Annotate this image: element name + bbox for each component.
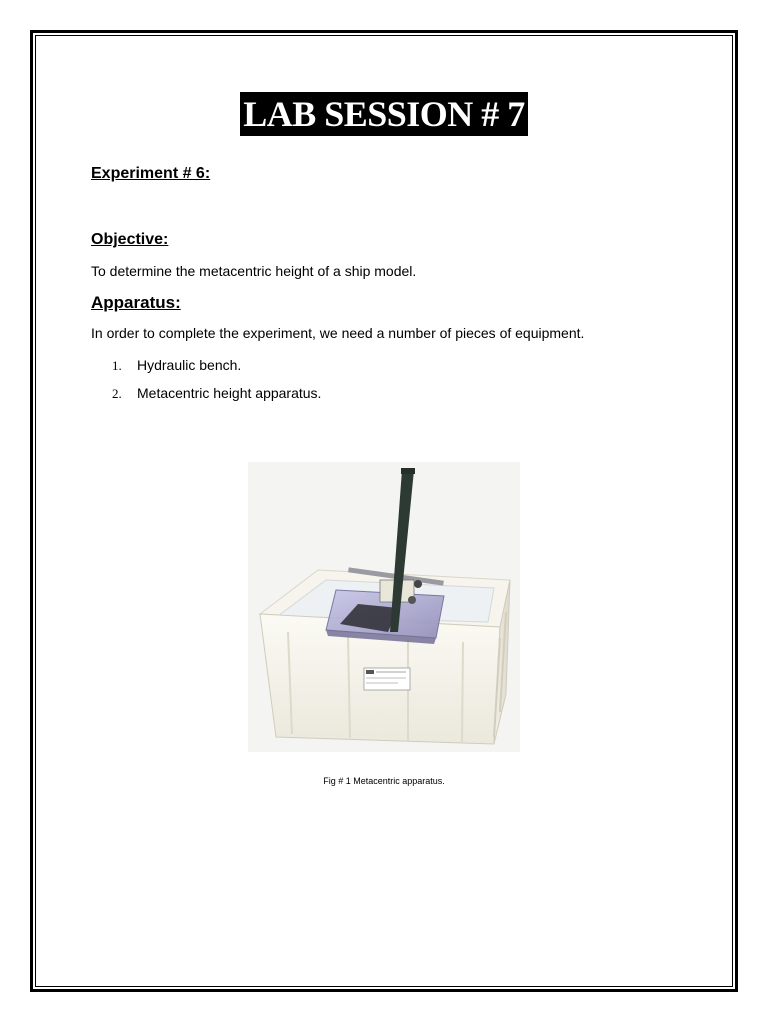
title-container [0,92,768,136]
list-item-label: Metacentric height apparatus. [137,385,322,401]
list-item [112,384,321,412]
objective-heading: Objective: [91,231,169,248]
list-item-number: 2. [112,386,122,401]
metacentric-apparatus-image [248,462,520,752]
objective-text: To determine the metacentric height of a ship model. [91,263,417,279]
figure-caption: Fig # 1 Metacentric apparatus. [323,776,445,786]
list-item [112,356,321,384]
apparatus-intro: In order to complete the experiment, we need a number of pieces of equipment. [91,325,585,341]
list-item-label: Hydraulic bench. [137,357,242,373]
apparatus-list [112,356,321,412]
page-title: LAB SESSION # 7 [240,92,528,136]
apparatus-heading: Apparatus: [91,293,181,312]
experiment-heading: Experiment # 6: [91,165,211,182]
list-item-number: 1. [112,358,122,373]
apparatus-illustration [248,462,520,752]
